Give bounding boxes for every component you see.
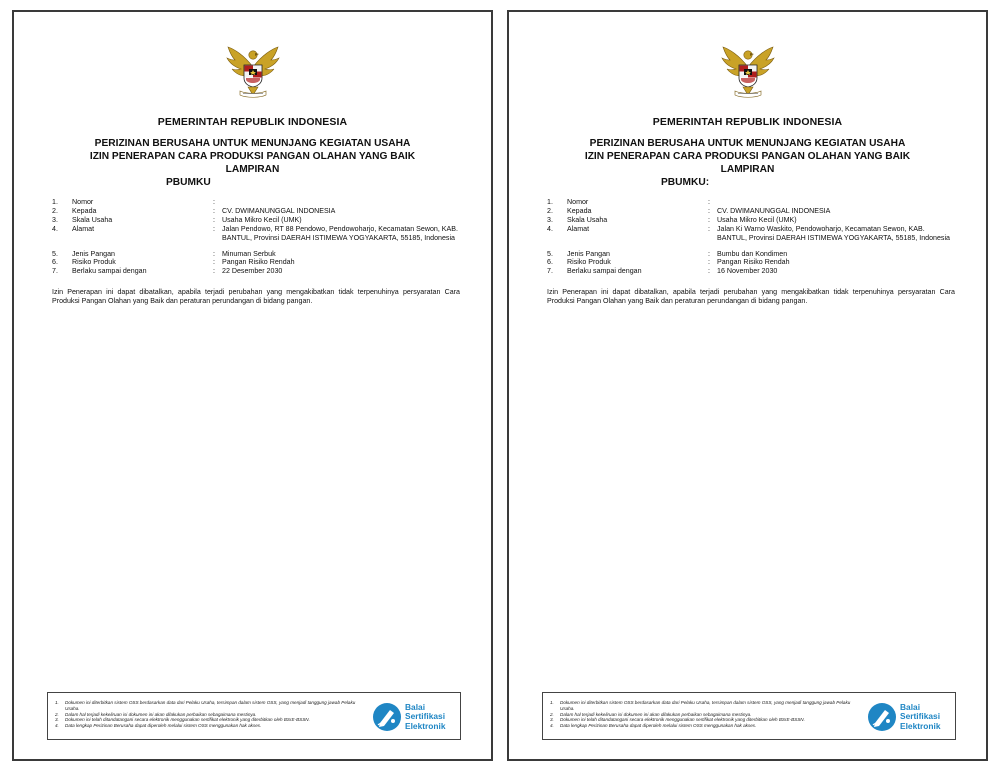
field-row-berlaku: [52, 267, 460, 276]
field-value: Bumbu dan Kondimen: [717, 249, 788, 258]
field-value: [222, 198, 460, 207]
footer-note: 4. Data lengkap Perizinan Berusaha dapat diperoleh melalui sistem OSS menggunakan hak akses.: [55, 723, 262, 729]
field-number: 1.: [547, 198, 553, 206]
field-value: CV. DWIMANUNGGAL INDONESIA: [717, 206, 831, 215]
footer-note: 1. Dokumen ini diterbitkan sistem OSS berdasarkan data dari Pelaku Usaha, tersimpan dalam sistem OSS, yang menjadi tanggung jawab Pelaku Usaha.: [550, 700, 851, 711]
footer-box: [47, 692, 461, 740]
field-value: Jalan Pendowo, RT 88 Pendowo, Pendowoharjo, Kecamatan Sewon, KAB. BANTUL, Provinsi DAERAH ISTIMEWA YOGYAKARTA, 55185, Indonesia: [222, 224, 458, 242]
pbumku-label: PBUMKU:: [661, 177, 710, 188]
license-fields: [547, 198, 955, 276]
garuda-pancasila-icon: [226, 44, 280, 100]
field-number: 3.: [52, 215, 58, 224]
government-title: PEMERINTAH REPUBLIK INDONESIA: [157, 116, 348, 128]
field-value: Minuman Serbuk: [222, 249, 276, 258]
garuda-pancasila-icon: [721, 44, 775, 100]
pbumku-label: PBUMKU: [166, 177, 211, 188]
field-value: Usaha Mikro Kecil (UMK): [222, 215, 302, 224]
field-row-jenis-pangan: [52, 250, 460, 259]
field-label: Nomor: [567, 198, 589, 206]
field-row-risiko-produk: [547, 258, 955, 267]
field-row-alamat: [52, 225, 460, 243]
field-row-jenis-pangan: [547, 250, 955, 259]
bse-logo-text: Balai Sertifikasi Elektronik: [405, 702, 446, 731]
field-row-kepada: [52, 207, 460, 216]
footer-notes: [55, 700, 360, 729]
field-number: 3.: [547, 215, 553, 224]
bse-logo: [372, 702, 454, 732]
document-title-line1: PERIZINAN BERUSAHA UNTUK MENUNJANG KEGIATAN USAHA: [94, 138, 411, 149]
field-label: Berlaku sampai dengan: [72, 267, 147, 276]
field-number: 7.: [52, 267, 58, 276]
document-title-line3: LAMPIRAN: [225, 164, 280, 175]
field-colon: :: [708, 215, 710, 224]
document-page-1: [12, 10, 493, 761]
field-label: Skala Usaha: [567, 215, 608, 224]
cancellation-paragraph: Izin Penerapan ini dapat dibatalkan, apabila terjadi perubahan yang mengakibatkan tidak terpenuhinya persyaratan Cara Produksi Pangan Olahan yang Baik dan peraturan perundangan di bidang pangan.: [547, 288, 955, 306]
bse-logo: [867, 702, 949, 732]
field-number: 1.: [52, 198, 58, 206]
field-value: [717, 198, 955, 207]
field-number: 4.: [547, 224, 553, 233]
field-number: 2.: [547, 206, 553, 215]
field-number: 2.: [52, 206, 58, 215]
document-page-2: [507, 10, 988, 761]
bse-pen-logo-icon: [372, 702, 402, 732]
document-title-line2: IZIN PENERAPAN CARA PRODUKSI PANGAN OLAHAN YANG BAIK: [89, 151, 416, 162]
field-colon: :: [213, 206, 215, 215]
field-colon: :: [708, 206, 710, 215]
field-number: 5.: [547, 249, 553, 258]
field-value: CV. DWIMANUNGGAL INDONESIA: [222, 206, 336, 215]
field-row-nomor: [52, 198, 460, 207]
field-colon: :: [213, 267, 215, 276]
field-row-risiko-produk: [52, 258, 460, 267]
field-colon: :: [708, 224, 710, 233]
field-label: Kepada: [72, 206, 97, 215]
field-number: 6.: [52, 258, 58, 267]
field-label: Jenis Pangan: [567, 249, 610, 258]
field-row-berlaku: [547, 267, 955, 276]
field-number: 4.: [52, 224, 58, 233]
field-label: Risiko Produk: [72, 258, 116, 267]
field-number: 5.: [52, 249, 58, 258]
field-colon: :: [213, 198, 215, 206]
field-label: Skala Usaha: [72, 215, 113, 224]
field-value: Pangan Risiko Rendah: [717, 258, 790, 267]
field-value: Usaha Mikro Kecil (UMK): [717, 215, 797, 224]
field-value: 16 November 2030: [717, 267, 778, 276]
bse-logo-text: Balai Sertifikasi Elektronik: [900, 702, 941, 731]
footer-note: 3. Dokumen ini telah ditandatangani secara elektronik menggunakan sertifikat elektronik yang diterbitkan oleh BSrE-BSSN.: [55, 717, 310, 723]
cancellation-paragraph: Izin Penerapan ini dapat dibatalkan, apabila terjadi perubahan yang mengakibatkan tidak terpenuhinya persyaratan Cara Produksi Pangan Olahan yang Baik dan peraturan perundangan di bidang pangan.: [52, 288, 460, 306]
footer-note: 2. Dalam hal terjadi kekeliruan isi dokumen ini akan dilakukan perbaikan sebagaimana mestinya.: [550, 711, 752, 717]
field-value: Pangan Risiko Rendah: [222, 258, 295, 267]
document-title-line2: IZIN PENERAPAN CARA PRODUKSI PANGAN OLAHAN YANG BAIK: [584, 151, 911, 162]
field-colon: :: [708, 258, 710, 267]
field-number: 7.: [547, 267, 553, 276]
footer-note: 1. Dokumen ini diterbitkan sistem OSS berdasarkan data dari Pelaku Usaha, tersimpan dalam sistem OSS, yang menjadi tanggung jawab Pelaku Usaha.: [55, 700, 356, 711]
field-colon: :: [213, 258, 215, 267]
field-number: 6.: [547, 258, 553, 267]
license-fields: [52, 198, 460, 276]
footer-notes: [550, 700, 855, 729]
footer-note: 2. Dalam hal terjadi kekeliruan isi dokumen ini akan dilakukan perbaikan sebagaimana mestinya.: [55, 711, 257, 717]
field-colon: :: [708, 267, 710, 276]
footer-note: 3. Dokumen ini telah ditandatangani secara elektronik menggunakan sertifikat elektronik yang diterbitkan oleh BSrE-BSSN.: [550, 717, 805, 723]
field-row-alamat: [547, 225, 955, 243]
field-label: Alamat: [72, 224, 95, 233]
document-title-line3: LAMPIRAN: [720, 164, 775, 175]
field-label: Alamat: [567, 224, 590, 233]
field-colon: :: [708, 249, 710, 258]
footer-box: [542, 692, 956, 740]
field-row-nomor: [547, 198, 955, 207]
field-row-kepada: [547, 207, 955, 216]
field-label: Jenis Pangan: [72, 249, 115, 258]
field-row-skala-usaha: [547, 216, 955, 225]
field-value: Jalan Ki Warno Waskito, Pendowoharjo, Kecamatan Sewon, KAB. BANTUL, Provinsi DAERAH ISTIMEWA YOGYAKARTA, 55185, Indonesia: [717, 224, 950, 242]
government-title: PEMERINTAH REPUBLIK INDONESIA: [652, 116, 843, 128]
field-colon: :: [213, 224, 215, 233]
field-label: Nomor: [72, 198, 94, 206]
document-title-line1: PERIZINAN BERUSAHA UNTUK MENUNJANG KEGIATAN USAHA: [589, 138, 906, 149]
field-colon: :: [213, 215, 215, 224]
field-value: 22 Desember 2030: [222, 267, 283, 276]
field-label: Risiko Produk: [567, 258, 611, 267]
field-label: Berlaku sampai dengan: [567, 267, 642, 276]
bse-pen-logo-icon: [867, 702, 897, 732]
field-row-skala-usaha: [52, 216, 460, 225]
footer-note: 4. Data lengkap Perizinan Berusaha dapat diperoleh melalui sistem OSS menggunakan hak akses.: [550, 723, 757, 729]
field-colon: :: [708, 198, 710, 206]
field-label: Kepada: [567, 206, 592, 215]
field-colon: :: [213, 249, 215, 258]
